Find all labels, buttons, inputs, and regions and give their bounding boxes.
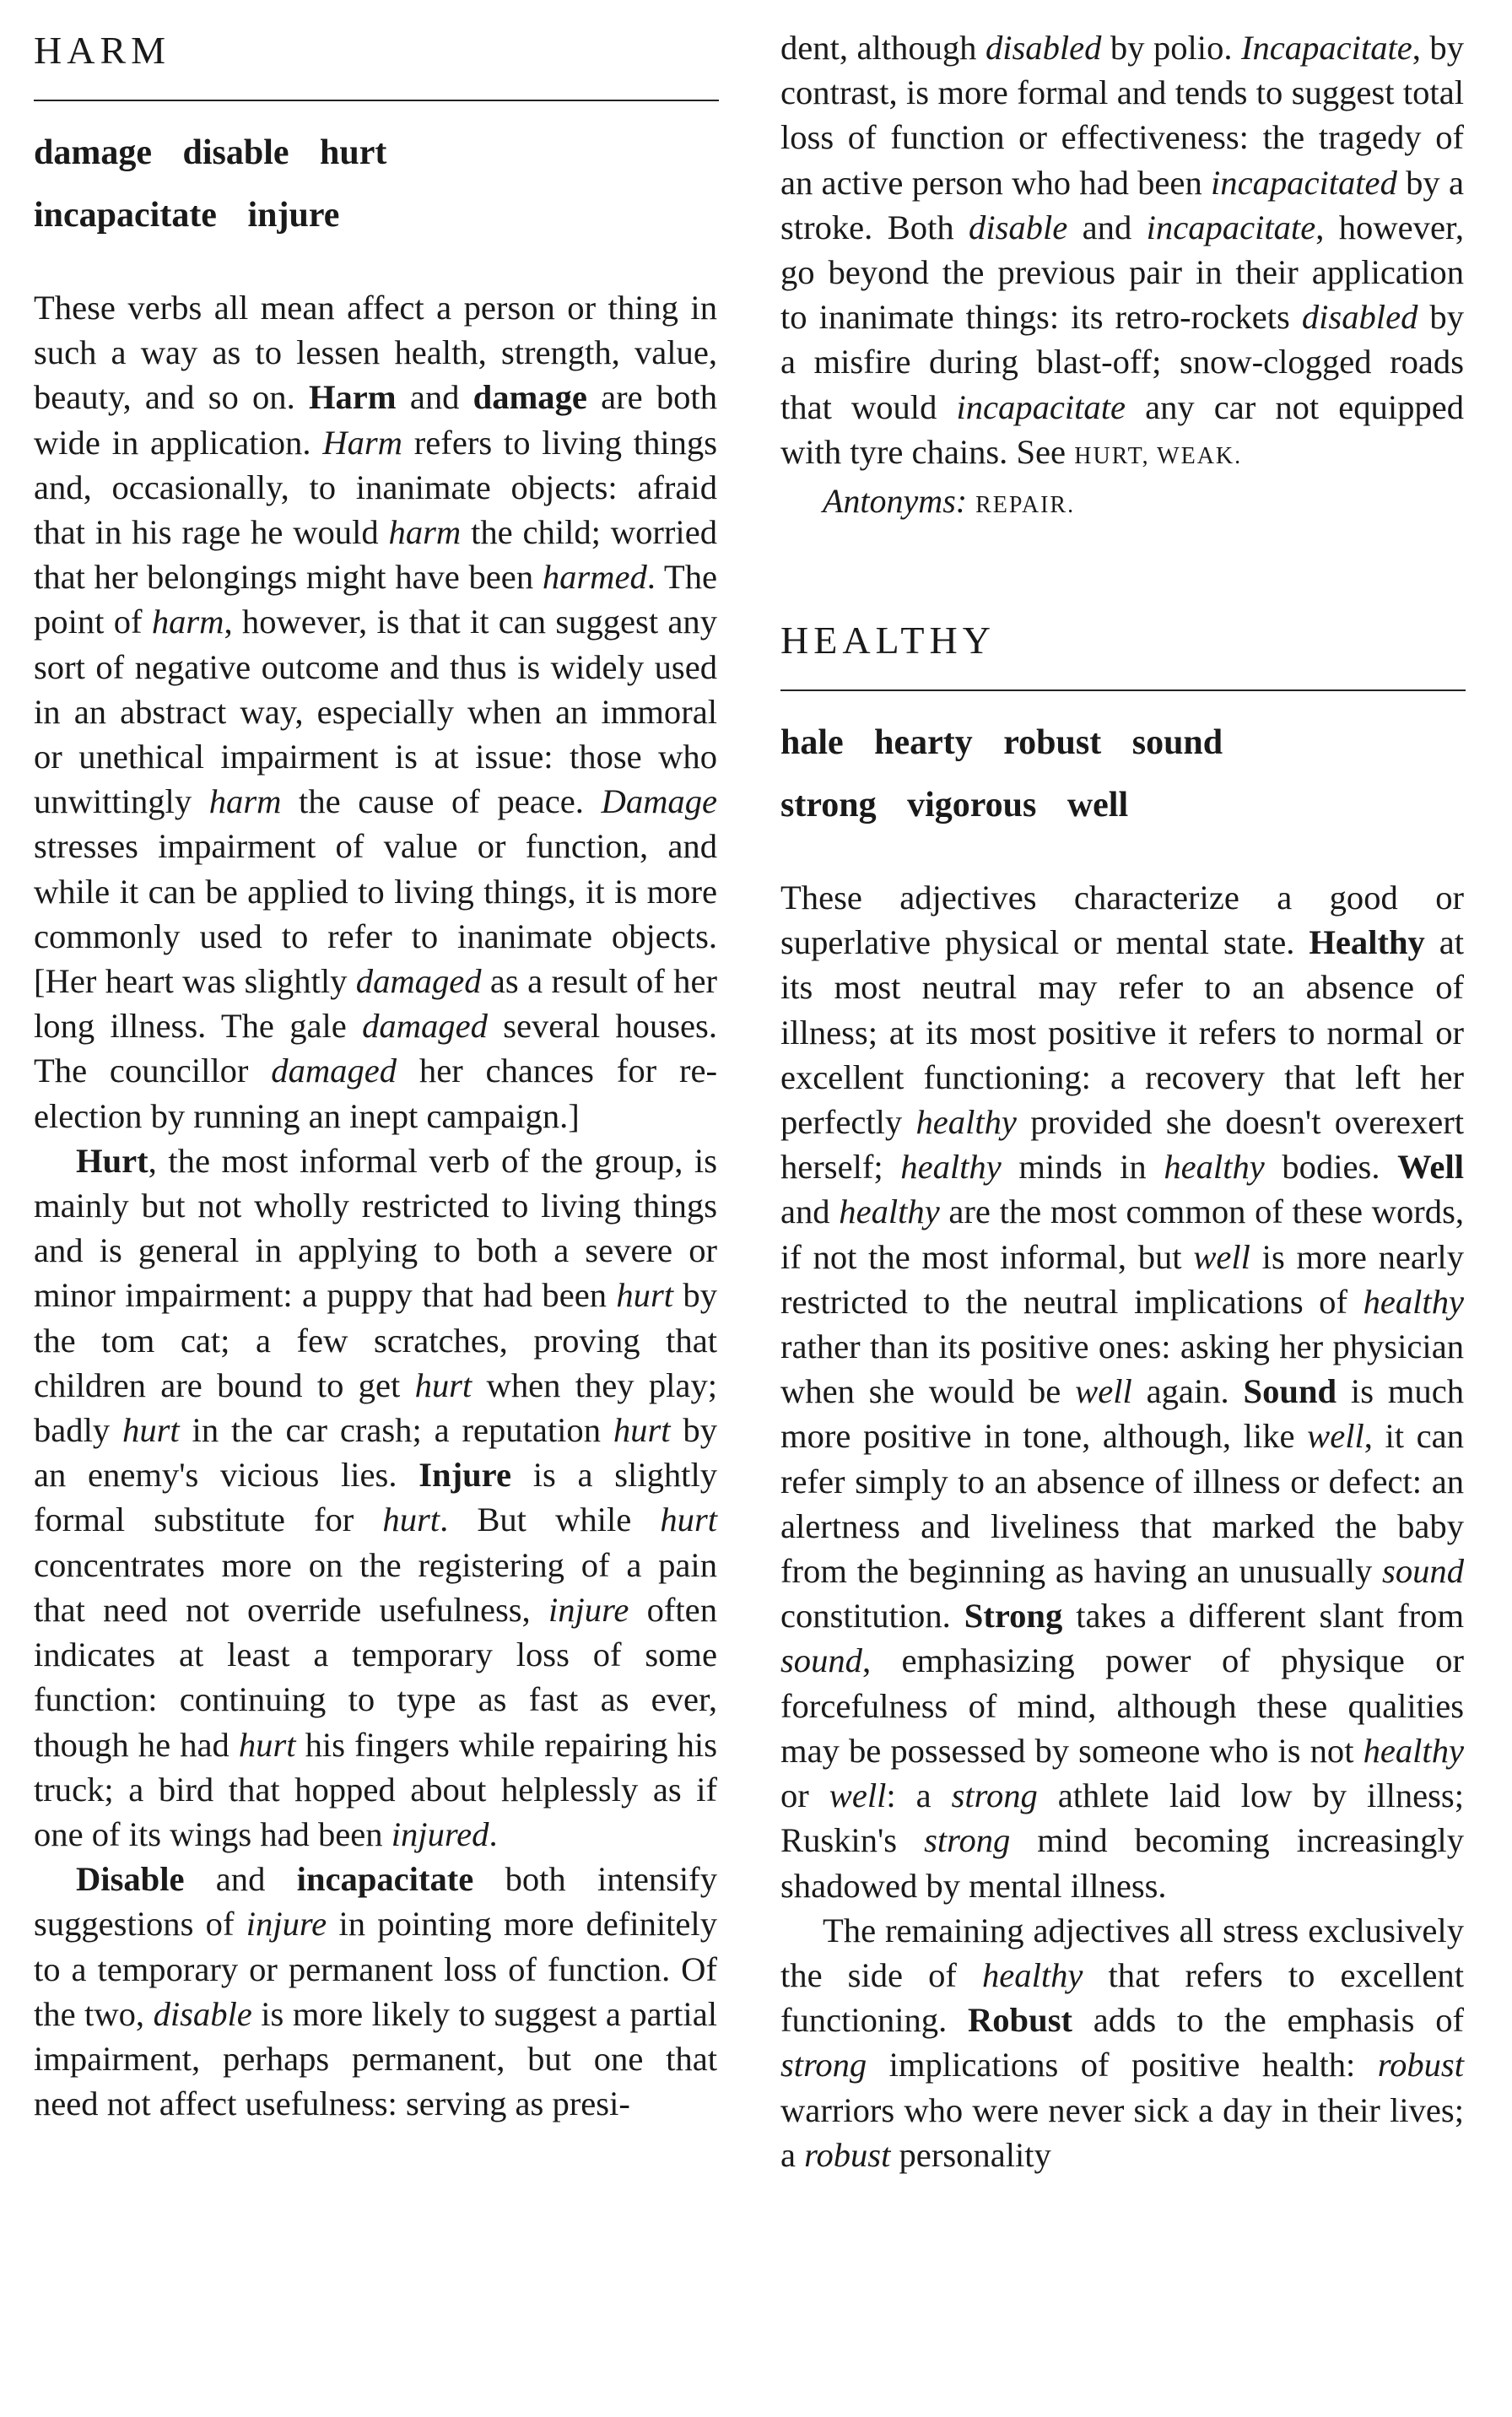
synonym-line: strong vigorous well bbox=[780, 786, 1129, 825]
left-column bbox=[34, 0, 717, 2126]
example-word: strong bbox=[951, 1776, 1038, 1815]
text-run: minds in bbox=[1001, 1148, 1164, 1187]
heading-rule bbox=[780, 689, 1466, 691]
text-run: refers to living things and, occasionally, to inanimate objects: afraid that in his rage he would bbox=[34, 423, 717, 552]
example-word: hurt bbox=[414, 1365, 472, 1404]
example-word: damaged bbox=[271, 1052, 397, 1090]
synonym-line: hale hearty robust sound bbox=[780, 723, 1223, 763]
example-word: incapacitate bbox=[1146, 208, 1316, 246]
example-word: harm bbox=[388, 513, 462, 552]
example-word: disabled bbox=[1301, 298, 1418, 337]
example-word: Harm bbox=[322, 423, 402, 462]
example-word: hurt bbox=[616, 1276, 674, 1315]
text-run: and bbox=[184, 1860, 297, 1899]
example-word: robust bbox=[1377, 2046, 1464, 2084]
example-word: injure bbox=[548, 1590, 629, 1629]
example-word: hurt bbox=[660, 1500, 718, 1539]
text-run: bodies. bbox=[1264, 1148, 1398, 1187]
example-word: hurt bbox=[122, 1411, 180, 1450]
example-word: incapacitated bbox=[1211, 163, 1397, 202]
synonym-line: damage disable hurt bbox=[34, 133, 387, 172]
text-run: The remaining adjectives all stress exclusively the side of bbox=[780, 1911, 1464, 1994]
text-run: , it can refer simply to an absence of illness or defect: an alertness and liveliness that marked the baby from the beginning as having an unusually bbox=[780, 1417, 1464, 1591]
keyword: Hurt bbox=[76, 1141, 148, 1180]
text-run: and bbox=[1067, 208, 1147, 246]
keyword: Well bbox=[1397, 1148, 1464, 1187]
text-run: These adjectives characterize a good or superlative physical or mental state. bbox=[780, 879, 1464, 962]
text-run: dent, although bbox=[780, 29, 986, 67]
text-run: her chances for re-election by running an inept campaign.] bbox=[34, 1052, 718, 1135]
entry-continuation bbox=[780, 25, 1464, 479]
keyword: damage bbox=[472, 378, 587, 417]
example-word: well bbox=[1075, 1372, 1132, 1411]
text-run: by an enemy's vicious lies. bbox=[34, 1411, 717, 1495]
cross-reference: HURT, WEAK. bbox=[1074, 442, 1243, 469]
text-run: is much more positive in tone, although, like bbox=[780, 1372, 1465, 1456]
text-run: by a misfire during blast-off; snow-clogged roads that would bbox=[780, 298, 1464, 426]
text-run: are the most common of these words, if not the most informal, but bbox=[780, 1192, 1464, 1276]
synonym-line: incapacitate injure bbox=[34, 196, 340, 235]
example-word: hurt bbox=[382, 1500, 440, 1539]
example-word: healthy bbox=[1164, 1148, 1265, 1187]
example-word: hurt bbox=[613, 1411, 671, 1450]
text-run: several houses. The councillor bbox=[34, 1007, 717, 1090]
text-run: adds to the emphasis of bbox=[1072, 2001, 1465, 2040]
entry-heading-healthy: HEALTHY bbox=[780, 619, 996, 662]
paragraph bbox=[780, 25, 1464, 479]
text-run: and bbox=[396, 378, 473, 417]
example-word: healthy bbox=[915, 1103, 1017, 1142]
text-run: in the car crash; a reputation bbox=[179, 1411, 613, 1450]
text-run: his fingers while repairing his truck; a bird that hopped about helplessly as if one of its wings had been bbox=[34, 1725, 717, 1853]
text-run: is more likely to suggest a partial impairment, perhaps permanent, but one that need not affect usefulness: serving as presi- bbox=[34, 1994, 717, 2123]
antonyms-label: Antonyms: bbox=[823, 482, 968, 521]
text-run: by the tom cat; a few scratches, proving that children are bound to get bbox=[34, 1276, 717, 1404]
text-run: in pointing more definitely to a temporary or permanent loss of function. Of the two, bbox=[34, 1905, 717, 2033]
text-run: when they play; badly bbox=[34, 1365, 718, 1450]
example-word: harm bbox=[151, 603, 224, 641]
entry-body-harm bbox=[34, 285, 717, 2126]
text-run: at its most neutral may refer to an absence of illness; at its most positive it refers to normal or excellent functioning: a recovery that left her perfectly bbox=[780, 923, 1464, 1142]
example-word: damaged bbox=[355, 962, 482, 1001]
example-word: sound bbox=[780, 1641, 862, 1680]
keyword: Healthy bbox=[1309, 923, 1425, 962]
text-run: is a slightly formal substitute for bbox=[34, 1456, 718, 1539]
keyword: Strong bbox=[964, 1597, 1063, 1636]
example-word: sound bbox=[1382, 1552, 1464, 1591]
text-run: , emphasizing power of physique or forcefulness of mind, although these qualities may be possessed by someone who is not bbox=[780, 1641, 1464, 1770]
text-run: implications of positive health: bbox=[867, 2046, 1378, 2084]
text-run: , the most informal verb of the group, is mainly but not wholly restricted to living things and is general in applying to both a severe or minor impairment: a puppy that had been bbox=[34, 1141, 717, 1315]
text-run: are both wide in application. bbox=[34, 378, 717, 462]
text-run: , however, go beyond the previous pair in their application to inanimate things: its retro-rockets bbox=[780, 208, 1464, 337]
keyword: Injure bbox=[418, 1456, 511, 1495]
text-run: again. bbox=[1131, 1372, 1244, 1411]
entry-body-healthy bbox=[780, 875, 1464, 2177]
text-run: concentrates more on the registering of a pain that need not override usefulness, bbox=[34, 1545, 717, 1629]
text-run: both intensify suggestions of bbox=[34, 1860, 717, 1944]
example-word: strong bbox=[780, 2046, 867, 2084]
text-run: These verbs all mean affect a person or thing in such a way as to lessen health, strength, value, beauty, and so on. bbox=[34, 289, 717, 417]
keyword: incapacitate bbox=[296, 1860, 474, 1899]
keyword: Robust bbox=[967, 2001, 1073, 2040]
text-run: personality bbox=[890, 2135, 1051, 2174]
synonym-list-healthy bbox=[780, 711, 1464, 836]
synonym-list-harm bbox=[34, 122, 717, 246]
keyword: Harm bbox=[308, 378, 397, 417]
paragraph bbox=[780, 875, 1464, 1908]
entry-heading-harm: HARM bbox=[34, 29, 171, 72]
text-run: . bbox=[489, 1814, 498, 1853]
example-word: Incapacitate bbox=[1240, 29, 1412, 67]
example-word: injure bbox=[246, 1905, 327, 1944]
text-run: constitution. bbox=[780, 1597, 964, 1636]
example-word: harmed bbox=[542, 558, 647, 597]
example-word: Damage bbox=[601, 782, 718, 821]
text-run: rather than its positive ones: asking her physician when she would be bbox=[780, 1327, 1464, 1411]
text-run: is more nearly restricted to the neutral implications of bbox=[780, 1237, 1464, 1321]
text-run: as a result of her long illness. The gale bbox=[34, 962, 717, 1046]
heading-rule bbox=[34, 100, 719, 101]
example-word: injured bbox=[391, 1814, 489, 1853]
example-word: healthy bbox=[1363, 1282, 1464, 1321]
text-run: the child; worried that her belongings might have been bbox=[34, 513, 717, 597]
example-word: harm bbox=[208, 782, 282, 821]
text-run: , by contrast, is more formal and tends to suggest total loss of function or effectiveness: the tragedy of an active person who had been bbox=[780, 29, 1464, 202]
example-word: damaged bbox=[362, 1007, 488, 1046]
text-run: by polio. bbox=[1101, 29, 1241, 67]
example-word: healthy bbox=[1363, 1731, 1464, 1770]
text-run: stresses impairment of value or function, and while it can be applied to living things, it is more commonly used to refer to inanimate objects. [Her heart was slightly bbox=[34, 827, 717, 1001]
text-run: , however, is that it can suggest any sort of negative outcome and thus is widely used in an abstract way, especially when an immoral or unethical impairment is at issue: those who unwittingly bbox=[34, 603, 717, 821]
keyword: Sound bbox=[1243, 1372, 1337, 1411]
keyword: Disable bbox=[76, 1860, 185, 1899]
text-run: mind becoming increasingly shadowed by mental illness. bbox=[780, 1821, 1464, 1905]
text-run: often indicates at least a temporary loss of some function: continuing to type as fast as ever, though he had bbox=[34, 1590, 717, 1764]
example-word: robust bbox=[804, 2135, 891, 2174]
example-word: healthy bbox=[982, 1955, 1083, 1994]
text-run: warriors who were never sick a day in their lives; a bbox=[780, 2090, 1464, 2174]
text-run: any car not equipped with tyre chains. See bbox=[780, 387, 1464, 471]
paragraph bbox=[34, 285, 717, 1138]
text-run: that refers to excellent functioning. bbox=[780, 1955, 1464, 2040]
paragraph bbox=[34, 1857, 717, 2126]
text-run: . But while bbox=[440, 1500, 661, 1539]
text-run: the cause of peace. bbox=[281, 782, 602, 821]
example-word: healthy bbox=[839, 1192, 940, 1231]
example-word: well bbox=[1193, 1237, 1250, 1276]
example-word: disable bbox=[969, 208, 1068, 246]
example-word: disable bbox=[153, 1994, 252, 2033]
example-word: disabled bbox=[985, 29, 1102, 67]
right-column bbox=[780, 0, 1464, 2177]
antonyms-value: REPAIR. bbox=[975, 492, 1076, 519]
text-run: : a bbox=[886, 1776, 952, 1815]
paragraph bbox=[34, 1138, 717, 1857]
text-run: and bbox=[780, 1192, 840, 1231]
paragraph bbox=[780, 1908, 1464, 2177]
example-word: well bbox=[1307, 1417, 1364, 1456]
antonyms-line bbox=[823, 479, 1464, 527]
example-word: strong bbox=[924, 1821, 1011, 1860]
example-word: hurt bbox=[238, 1725, 296, 1764]
example-word: incapacitate bbox=[956, 387, 1126, 426]
text-run: . The point of bbox=[34, 558, 717, 641]
example-word: well bbox=[829, 1776, 887, 1815]
example-word: healthy bbox=[900, 1148, 1002, 1187]
text-run: takes a different slant from bbox=[1062, 1597, 1465, 1636]
text-run: athlete laid low by illness; Ruskin's bbox=[780, 1776, 1465, 1860]
text-run: provided she doesn't overexert herself; bbox=[780, 1103, 1464, 1187]
text-run: by a stroke. Both bbox=[780, 163, 1464, 246]
text-run: or bbox=[780, 1776, 829, 1815]
